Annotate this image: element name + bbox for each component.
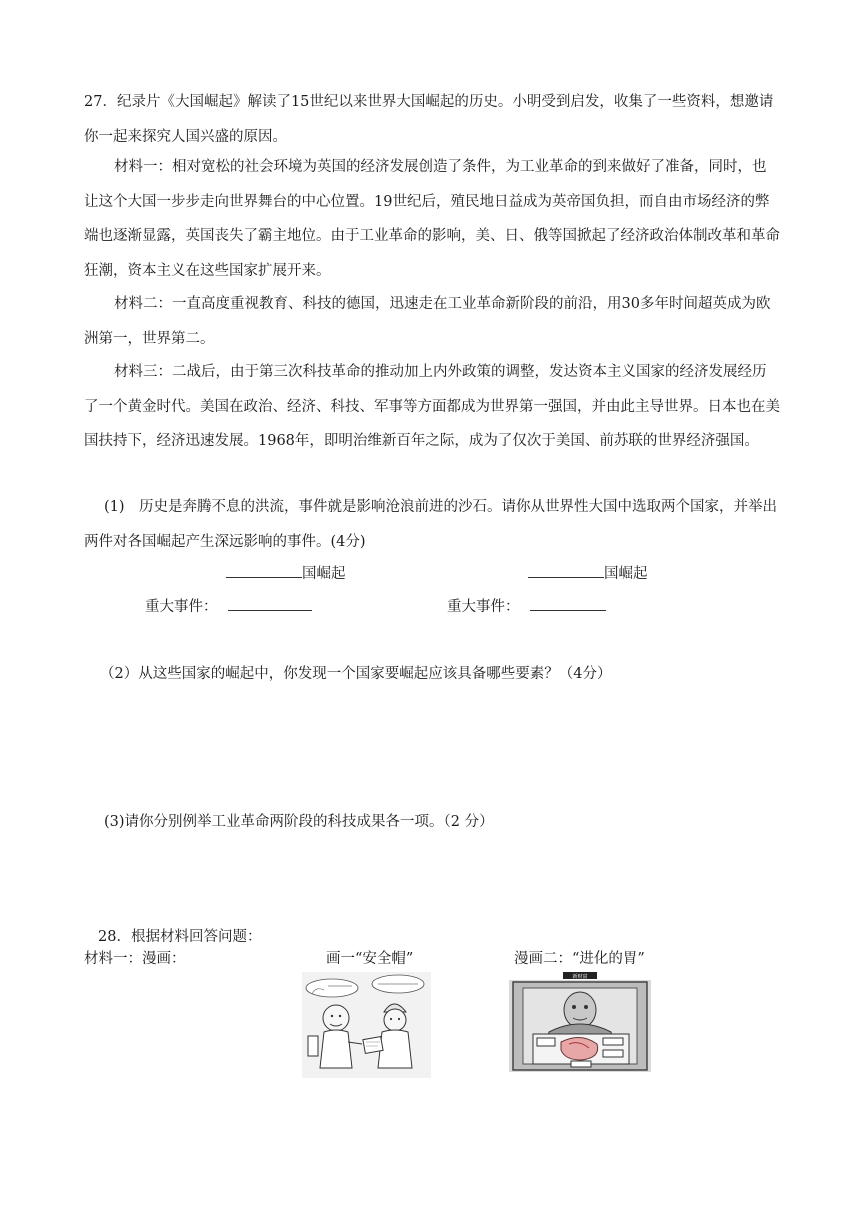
rise-label: 国崛起 (604, 566, 648, 582)
event-line-left (145, 596, 312, 617)
cartoon-1-caption: 画一“安全帽” (326, 951, 414, 967)
event-label: 重大事件： (145, 599, 218, 615)
q28-material-1-label: 材料一：漫画： (84, 951, 186, 967)
event-line-right (447, 596, 606, 617)
q27-sub-question-2: （2）从这些国家的崛起中，你发现一个国家要崛起应该具备哪些要素？（4分） (100, 666, 612, 682)
answer-blank[interactable] (528, 563, 604, 578)
answer-blank[interactable] (228, 596, 312, 611)
cartoon-2-caption: 漫画二：“进化的胃” (514, 951, 645, 967)
q28-title: 28．根据材料回答问题： (98, 929, 262, 945)
q27-material-2: 材料二：一直高度重视教育、科技的德国，迅速走在工业革命新阶段的前沿，用30多年时间超英成为欧洲第一，世界第二。 (84, 296, 771, 347)
q27-material-1: 材料一：相对宽松的社会环境为英国的经济发展创造了条件，为工业革命的到来做好了准备，同时，也让这个大国一步步走向世界舞台的中心位置。19世纪后，殖民地日益成为英帝国负担，而自由市场经济的弊端也逐渐显露，英国丧失了霸主地位。由于工业革命的影响，美、日、俄等国掀起了经济政治体制改革和革命狂潮，资本主义在这些国家扩展开来。 (84, 159, 780, 279)
cartoon-evolved-stomach-image (509, 972, 651, 1072)
event-label: 重大事件： (447, 599, 520, 615)
answer-blank[interactable] (530, 596, 606, 611)
q27-sub-question-1: (1) 历史是奔腾不息的洪流，事件就是影响沧浪前进的沙石。请你从世界性大国中选取两个国家，并举出两件对各国崛起产生深远影响的事件。(4分) (84, 499, 778, 550)
q27-material-3: 材料三：二战后，由于第三次科技革命的推动加上内外政策的调整，发达资本主义国家的经济发展经历了一个黄金时代。美国在政治、经济、科技、军事等方面都成为世界第一强国，并由此主导世界。日本也在美国扶持下，经济迅速发展。1968年，即明治维新百年之际，成为了仅次于美国、前苏联的世界经济强国。 (84, 364, 780, 449)
cartoon-safety-helmet-image (302, 972, 431, 1078)
rise-line-left (226, 563, 346, 584)
q27-intro: 27．纪录片《大国崛起》解读了15世纪以来世界大国崛起的历史。小明受到启发，收集了一些资料，想邀请你一起来探究人国兴盛的原因。 (84, 94, 774, 145)
cartoon-2-header: 新财富 (572, 974, 588, 980)
rise-label: 国崛起 (302, 566, 346, 582)
rise-line-right (528, 563, 648, 584)
answer-blank[interactable] (226, 563, 302, 578)
q27-sub-question-3: (3)请你分别例举工业革命两阶段的科技成果各一项。（2 分） (104, 814, 494, 830)
